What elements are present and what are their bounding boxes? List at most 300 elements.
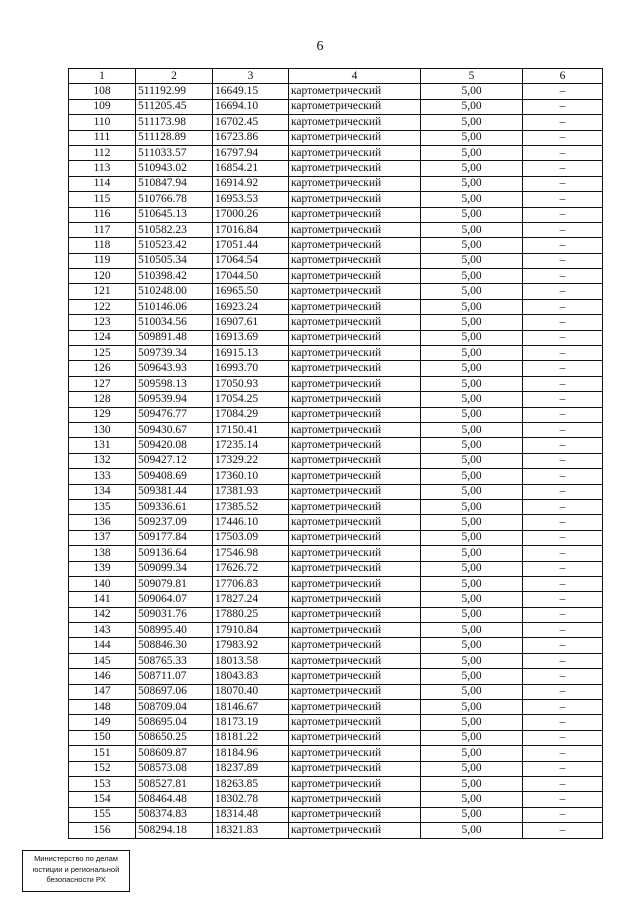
table-row: [69, 176, 603, 191]
table-row: [69, 530, 603, 545]
table-cell: 143: [69, 623, 136, 638]
table-row: [69, 730, 603, 745]
table-cell: 509430.67: [136, 422, 213, 437]
table-cell: 113: [69, 161, 136, 176]
table-cell: картометрический: [289, 561, 421, 576]
table-cell: –: [523, 407, 603, 422]
table-cell: –: [523, 700, 603, 715]
table-cell: 5,00: [421, 700, 523, 715]
table-row: [69, 499, 603, 514]
table-cell: картометрический: [289, 392, 421, 407]
table-cell: картометрический: [289, 84, 421, 99]
table-cell: 5,00: [421, 392, 523, 407]
table-cell: –: [523, 299, 603, 314]
table-cell: картометрический: [289, 700, 421, 715]
table-cell: 16797.94: [213, 145, 289, 160]
table-cell: 5,00: [421, 207, 523, 222]
table-cell: 510523.42: [136, 238, 213, 253]
table-cell: –: [523, 807, 603, 822]
table-cell: 116: [69, 207, 136, 222]
table-row: [69, 407, 603, 422]
column-header-5: 5: [421, 69, 523, 84]
table-cell: 18263.85: [213, 776, 289, 791]
table-cell: 17910.84: [213, 623, 289, 638]
table-cell: 17385.52: [213, 499, 289, 514]
table-cell: картометрический: [289, 761, 421, 776]
table-row: [69, 700, 603, 715]
table-cell: –: [523, 684, 603, 699]
table-cell: 5,00: [421, 746, 523, 761]
table-row: [69, 638, 603, 653]
table-cell: 18173.19: [213, 715, 289, 730]
table-cell: 5,00: [421, 623, 523, 638]
table-cell: картометрический: [289, 776, 421, 791]
table-cell: –: [523, 115, 603, 130]
table-cell: картометрический: [289, 792, 421, 807]
table-cell: 509064.07: [136, 592, 213, 607]
table-cell: –: [523, 576, 603, 591]
table-cell: 509381.44: [136, 484, 213, 499]
table-row: [69, 792, 603, 807]
table-row: [69, 576, 603, 591]
table-cell: –: [523, 192, 603, 207]
table-cell: 119: [69, 253, 136, 268]
table-cell: 17051.44: [213, 238, 289, 253]
table-cell: 155: [69, 807, 136, 822]
table-cell: 508374.83: [136, 807, 213, 822]
table-cell: 5,00: [421, 684, 523, 699]
table-cell: 5,00: [421, 145, 523, 160]
table-cell: 5,00: [421, 192, 523, 207]
table-cell: –: [523, 422, 603, 437]
table-cell: 121: [69, 284, 136, 299]
table-cell: 144: [69, 638, 136, 653]
table-cell: –: [523, 823, 603, 838]
table-row: [69, 484, 603, 499]
table-cell: 5,00: [421, 484, 523, 499]
table-cell: 509079.81: [136, 576, 213, 591]
table-cell: 16923.24: [213, 299, 289, 314]
table-row: [69, 238, 603, 253]
table-cell: 134: [69, 484, 136, 499]
table-cell: 114: [69, 176, 136, 191]
table-cell: 16953.53: [213, 192, 289, 207]
table-cell: 508573.08: [136, 761, 213, 776]
table-cell: 511192.99: [136, 84, 213, 99]
table-cell: 17054.25: [213, 392, 289, 407]
table-cell: 17827.24: [213, 592, 289, 607]
table-cell: 509031.76: [136, 607, 213, 622]
table-cell: картометрический: [289, 161, 421, 176]
table-row: [69, 361, 603, 376]
table-cell: 127: [69, 376, 136, 391]
table-header: [69, 69, 603, 84]
table-cell: –: [523, 561, 603, 576]
table-cell: 17084.29: [213, 407, 289, 422]
table-cell: –: [523, 284, 603, 299]
table-cell: 510645.13: [136, 207, 213, 222]
table-cell: 5,00: [421, 330, 523, 345]
table-cell: 5,00: [421, 807, 523, 822]
table-cell: –: [523, 792, 603, 807]
table-cell: 508464.48: [136, 792, 213, 807]
table-row: [69, 684, 603, 699]
table-cell: 124: [69, 330, 136, 345]
table-cell: картометрический: [289, 130, 421, 145]
table-cell: картометрический: [289, 669, 421, 684]
table-cell: 154: [69, 792, 136, 807]
table-cell: 123: [69, 315, 136, 330]
stamp-line: безопасности РХ: [46, 875, 106, 884]
table-cell: 137: [69, 530, 136, 545]
table-cell: 17235.14: [213, 438, 289, 453]
table-cell: –: [523, 145, 603, 160]
table-cell: 111: [69, 130, 136, 145]
table-row: [69, 807, 603, 822]
table-cell: картометрический: [289, 730, 421, 745]
table-cell: –: [523, 592, 603, 607]
table-cell: 5,00: [421, 222, 523, 237]
table-cell: –: [523, 761, 603, 776]
table-cell: картометрический: [289, 823, 421, 838]
table-cell: 145: [69, 653, 136, 668]
table-cell: 109: [69, 99, 136, 114]
table-row: [69, 315, 603, 330]
table-row: [69, 145, 603, 160]
table-cell: картометрический: [289, 623, 421, 638]
table-cell: 18070.40: [213, 684, 289, 699]
table-cell: 130: [69, 422, 136, 437]
table-row: [69, 607, 603, 622]
table-cell: –: [523, 346, 603, 361]
table-cell: 138: [69, 546, 136, 561]
table-cell: 17880.25: [213, 607, 289, 622]
table-cell: 17050.93: [213, 376, 289, 391]
table-row: [69, 222, 603, 237]
table-cell: –: [523, 484, 603, 499]
table-cell: 128: [69, 392, 136, 407]
table-cell: 115: [69, 192, 136, 207]
table-cell: 5,00: [421, 730, 523, 745]
table-cell: 17150.41: [213, 422, 289, 437]
table-cell: 16915.13: [213, 346, 289, 361]
table-cell: 5,00: [421, 515, 523, 530]
table-row: [69, 192, 603, 207]
table-cell: 5,00: [421, 761, 523, 776]
table-cell: 16723.86: [213, 130, 289, 145]
table-cell: картометрический: [289, 145, 421, 160]
table-cell: 5,00: [421, 84, 523, 99]
table-cell: 508765.33: [136, 653, 213, 668]
table-cell: 509598.13: [136, 376, 213, 391]
table-cell: –: [523, 130, 603, 145]
table-row: [69, 715, 603, 730]
table-cell: 508846.30: [136, 638, 213, 653]
table-cell: 16907.61: [213, 315, 289, 330]
table-cell: 17381.93: [213, 484, 289, 499]
page-number: 6: [316, 39, 324, 54]
table-row: [69, 823, 603, 838]
table-row: [69, 269, 603, 284]
table-cell: 18321.83: [213, 823, 289, 838]
table-cell: 509408.69: [136, 469, 213, 484]
table-cell: картометрический: [289, 684, 421, 699]
table-cell: 110: [69, 115, 136, 130]
table-cell: 508294.18: [136, 823, 213, 838]
table-cell: 5,00: [421, 530, 523, 545]
table-cell: картометрический: [289, 638, 421, 653]
coordinates-table: [68, 68, 603, 839]
table-cell: 5,00: [421, 161, 523, 176]
table-cell: –: [523, 730, 603, 745]
table-cell: 122: [69, 299, 136, 314]
table-cell: картометрический: [289, 284, 421, 299]
table-cell: 18184.96: [213, 746, 289, 761]
table-cell: 146: [69, 669, 136, 684]
table-cell: –: [523, 253, 603, 268]
table-cell: 5,00: [421, 561, 523, 576]
table-cell: картометрический: [289, 99, 421, 114]
table-cell: 511173.98: [136, 115, 213, 130]
table-cell: 132: [69, 453, 136, 468]
table-cell: 5,00: [421, 407, 523, 422]
table-cell: картометрический: [289, 607, 421, 622]
table-cell: –: [523, 653, 603, 668]
table-cell: 5,00: [421, 176, 523, 191]
table-cell: 511205.45: [136, 99, 213, 114]
table-body: [69, 84, 603, 838]
table-cell: 509476.77: [136, 407, 213, 422]
table-cell: 510146.06: [136, 299, 213, 314]
table-cell: 510398.42: [136, 269, 213, 284]
table-cell: 117: [69, 222, 136, 237]
table-cell: –: [523, 623, 603, 638]
table-cell: 5,00: [421, 269, 523, 284]
column-header-2: 2: [136, 69, 213, 84]
table-cell: 17983.92: [213, 638, 289, 653]
table-cell: картометрический: [289, 576, 421, 591]
table-cell: картометрический: [289, 269, 421, 284]
table-cell: 5,00: [421, 253, 523, 268]
table-row: [69, 592, 603, 607]
table-cell: 16702.45: [213, 115, 289, 130]
table-row: [69, 746, 603, 761]
table-row: [69, 299, 603, 314]
table-cell: 508650.25: [136, 730, 213, 745]
table-cell: картометрический: [289, 746, 421, 761]
table-cell: 17044.50: [213, 269, 289, 284]
table-cell: 140: [69, 576, 136, 591]
table-row: [69, 130, 603, 145]
table-cell: 16965.50: [213, 284, 289, 299]
table-cell: 5,00: [421, 422, 523, 437]
table-cell: картометрический: [289, 361, 421, 376]
table-cell: 5,00: [421, 130, 523, 145]
table-cell: 17000.26: [213, 207, 289, 222]
table-cell: картометрический: [289, 346, 421, 361]
table-cell: 5,00: [421, 792, 523, 807]
column-header-1: 1: [69, 69, 136, 84]
table-cell: 5,00: [421, 299, 523, 314]
table-cell: 18302.78: [213, 792, 289, 807]
table-cell: 508609.87: [136, 746, 213, 761]
table-cell: 112: [69, 145, 136, 160]
table-cell: 150: [69, 730, 136, 745]
table-cell: 136: [69, 515, 136, 530]
column-header-6: 6: [523, 69, 603, 84]
table-cell: 510034.56: [136, 315, 213, 330]
table-row: [69, 392, 603, 407]
table-cell: картометрический: [289, 515, 421, 530]
table-row: [69, 469, 603, 484]
table-cell: 16914.92: [213, 176, 289, 191]
table-cell: –: [523, 207, 603, 222]
table-cell: картометрический: [289, 330, 421, 345]
table-cell: 141: [69, 592, 136, 607]
table-cell: 153: [69, 776, 136, 791]
table-cell: 120: [69, 269, 136, 284]
table-cell: 5,00: [421, 438, 523, 453]
table-cell: картометрический: [289, 546, 421, 561]
table-cell: картометрический: [289, 438, 421, 453]
table-cell: 5,00: [421, 669, 523, 684]
table-cell: 509891.48: [136, 330, 213, 345]
table-cell: 5,00: [421, 715, 523, 730]
table-cell: 16913.69: [213, 330, 289, 345]
table-cell: 139: [69, 561, 136, 576]
table-cell: 17706.83: [213, 576, 289, 591]
table-cell: 16993.70: [213, 361, 289, 376]
header-row: [69, 69, 603, 84]
table-cell: 151: [69, 746, 136, 761]
table-cell: 509420.08: [136, 438, 213, 453]
column-header-3: 3: [213, 69, 289, 84]
table-cell: 16694.10: [213, 99, 289, 114]
table-row: [69, 669, 603, 684]
table-cell: 5,00: [421, 284, 523, 299]
table-cell: 509539.94: [136, 392, 213, 407]
table-cell: картометрический: [289, 592, 421, 607]
table-cell: 511128.89: [136, 130, 213, 145]
table-cell: 17546.98: [213, 546, 289, 561]
table-cell: 510505.34: [136, 253, 213, 268]
table-row: [69, 623, 603, 638]
column-header-4: 4: [289, 69, 421, 84]
table-cell: 511033.57: [136, 145, 213, 160]
table-cell: картометрический: [289, 238, 421, 253]
table-cell: –: [523, 715, 603, 730]
table-cell: 16649.15: [213, 84, 289, 99]
table-row: [69, 438, 603, 453]
table-cell: –: [523, 161, 603, 176]
table-cell: 509643.93: [136, 361, 213, 376]
table-cell: 508697.06: [136, 684, 213, 699]
table-row: [69, 422, 603, 437]
table-cell: 5,00: [421, 469, 523, 484]
table-cell: 108: [69, 84, 136, 99]
table-cell: –: [523, 438, 603, 453]
table-cell: 125: [69, 346, 136, 361]
table-cell: 18013.58: [213, 653, 289, 668]
table-cell: 5,00: [421, 776, 523, 791]
table-cell: –: [523, 361, 603, 376]
table-cell: 17503.09: [213, 530, 289, 545]
table-cell: 17016.84: [213, 222, 289, 237]
table-cell: 17064.54: [213, 253, 289, 268]
table-cell: картометрический: [289, 253, 421, 268]
table-cell: 508527.81: [136, 776, 213, 791]
table-cell: –: [523, 330, 603, 345]
table-cell: 18314.48: [213, 807, 289, 822]
table-cell: 5,00: [421, 238, 523, 253]
table-cell: 509336.61: [136, 499, 213, 514]
table-cell: 5,00: [421, 453, 523, 468]
table-cell: 152: [69, 761, 136, 776]
table-cell: –: [523, 530, 603, 545]
table-cell: картометрический: [289, 484, 421, 499]
registration-stamp: [22, 850, 130, 892]
table-cell: 149: [69, 715, 136, 730]
table-row: [69, 453, 603, 468]
table-cell: –: [523, 638, 603, 653]
table-cell: –: [523, 84, 603, 99]
table-cell: 18146.67: [213, 700, 289, 715]
table-cell: 148: [69, 700, 136, 715]
table-cell: 18181.22: [213, 730, 289, 745]
table-row: [69, 207, 603, 222]
table-cell: 131: [69, 438, 136, 453]
table-cell: картометрический: [289, 207, 421, 222]
table-row: [69, 515, 603, 530]
table-cell: картометрический: [289, 315, 421, 330]
table-cell: –: [523, 499, 603, 514]
table-cell: –: [523, 669, 603, 684]
table-cell: 5,00: [421, 99, 523, 114]
table-cell: 156: [69, 823, 136, 838]
table-cell: 118: [69, 238, 136, 253]
table-cell: картометрический: [289, 407, 421, 422]
table-cell: –: [523, 515, 603, 530]
stamp-line: Министерство по делам: [34, 854, 118, 863]
table-cell: 5,00: [421, 546, 523, 561]
table-cell: –: [523, 746, 603, 761]
table-cell: картометрический: [289, 422, 421, 437]
table-cell: 508711.07: [136, 669, 213, 684]
table-cell: картометрический: [289, 115, 421, 130]
table-cell: 18237.89: [213, 761, 289, 776]
table-cell: картометрический: [289, 499, 421, 514]
table-cell: –: [523, 315, 603, 330]
table-cell: картометрический: [289, 715, 421, 730]
table-cell: –: [523, 176, 603, 191]
table-cell: картометрический: [289, 222, 421, 237]
table-cell: 16854.21: [213, 161, 289, 176]
stamp-line: юстиции и региональной: [32, 864, 120, 874]
table-cell: 5,00: [421, 592, 523, 607]
table-row: [69, 546, 603, 561]
table-cell: 5,00: [421, 576, 523, 591]
table-row: [69, 376, 603, 391]
table-cell: 510766.78: [136, 192, 213, 207]
table-row: [69, 115, 603, 130]
table-cell: 133: [69, 469, 136, 484]
table-row: [69, 776, 603, 791]
table-cell: 509177.84: [136, 530, 213, 545]
table-cell: 5,00: [421, 638, 523, 653]
table-cell: 135: [69, 499, 136, 514]
table-cell: 509739.34: [136, 346, 213, 361]
table-cell: 18043.83: [213, 669, 289, 684]
